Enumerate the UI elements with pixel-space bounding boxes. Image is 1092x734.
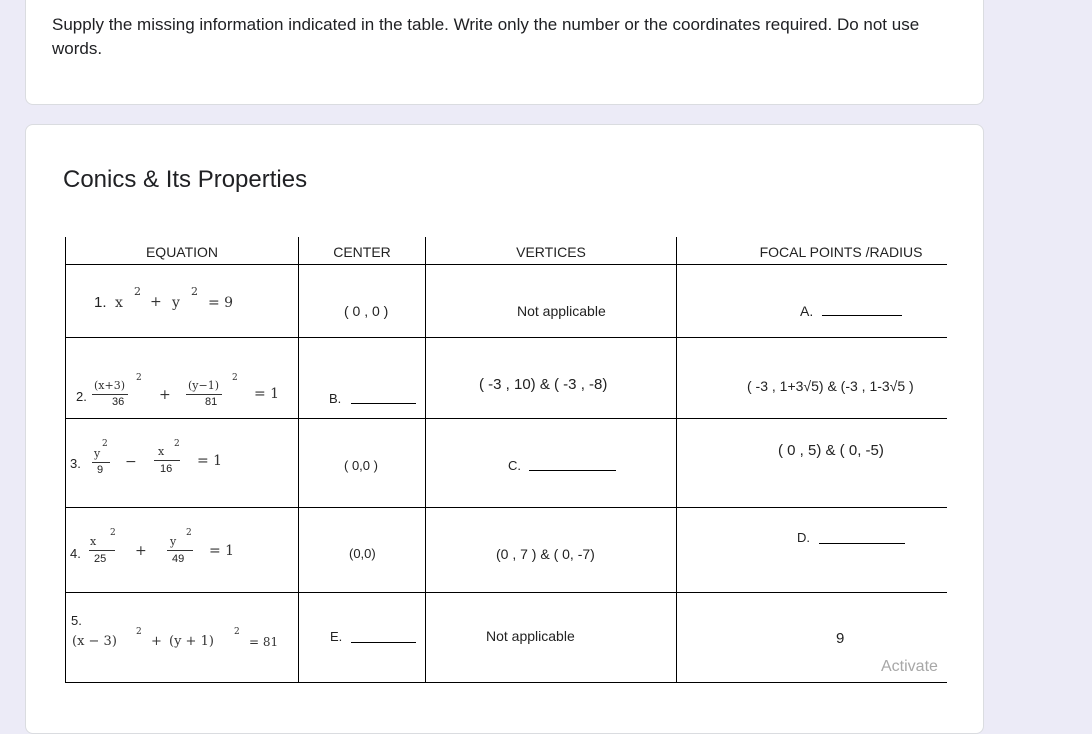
fraction-denominator: 16: [160, 463, 173, 475]
fraction-bar: [167, 550, 193, 551]
center-value: (0,0): [349, 546, 376, 561]
answer-blank: [822, 315, 902, 316]
grid-line: [66, 264, 947, 265]
row-number: 5.: [71, 613, 82, 628]
equals-value: = 81: [249, 635, 279, 649]
vertices-value: Not applicable: [517, 303, 606, 319]
focal-value: ( -3 , 1+3√5) & (-3 , 1-3√5 ): [747, 378, 914, 394]
grid-line: [66, 337, 947, 338]
focal-blank-label: A.: [800, 303, 814, 319]
answer-blank: [819, 543, 905, 544]
answer-blank: [529, 470, 616, 471]
fraction-denominator: 9: [97, 464, 104, 476]
fraction-denominator: 81: [205, 396, 218, 408]
exponent: 2: [110, 528, 116, 538]
exponent: 2: [191, 285, 198, 298]
grid-line: [676, 237, 677, 683]
instructions-text: Supply the missing information indicated in the table. Write only the number or the coordinates required. Do not use words.: [52, 15, 920, 58]
equals-value: = 1: [209, 543, 235, 559]
exponent: 2: [136, 373, 142, 383]
fraction-denominator: 36: [112, 396, 125, 408]
row-number: 1.: [94, 294, 107, 311]
equation-term: (y + 1): [169, 634, 214, 649]
focal-value: 9: [836, 630, 845, 647]
fraction-bar: [92, 462, 110, 463]
center-value: ( 0 , 0 ): [344, 303, 389, 319]
fraction-numerator: y: [170, 535, 177, 548]
focal-value: ( 0 , 5) & ( 0, -5): [778, 442, 884, 459]
row-number: 4.: [70, 546, 81, 561]
grid-line: [66, 507, 947, 508]
exponent: 2: [102, 439, 108, 449]
equation-term: x: [115, 295, 123, 311]
row-number: 3.: [70, 456, 81, 471]
fraction-numerator: x: [90, 535, 97, 548]
equation-term: (x − 3): [72, 634, 117, 649]
header-center: CENTER: [333, 244, 391, 260]
fraction-bar: [154, 460, 180, 461]
vertices-value: (0 , 7 ) & ( 0, -7): [496, 546, 595, 562]
equation-term: y: [172, 295, 180, 311]
plus-sign: +: [150, 294, 162, 310]
center-value: ( 0,0 ): [344, 458, 378, 473]
plus-sign: +: [151, 634, 162, 649]
conics-table: [65, 237, 947, 683]
minus-sign: −: [125, 454, 137, 470]
center-blank-label: B.: [329, 391, 342, 406]
fraction-bar: [186, 394, 222, 395]
plus-sign: +: [135, 543, 147, 559]
equals-value: = 1: [254, 386, 280, 402]
fraction-numerator: y: [94, 447, 101, 460]
grid-line: [66, 592, 947, 593]
header-focal-points: FOCAL POINTS /RADIUS: [759, 244, 923, 260]
question-card: [25, 124, 984, 734]
activate-windows-watermark: Activate: [881, 658, 938, 675]
fraction-numerator: x: [158, 445, 165, 458]
exponent: 2: [134, 285, 141, 298]
exponent: 2: [174, 439, 180, 449]
fraction-bar: [89, 550, 115, 551]
answer-blank: [351, 403, 416, 404]
exponent: 2: [232, 373, 238, 383]
equals-value: = 1: [197, 453, 223, 469]
vertices-value: ( -3 , 10) & ( -3 , -8): [479, 376, 608, 393]
equals-value: = 9: [208, 295, 234, 311]
header-equation: EQUATION: [145, 244, 219, 260]
row-number: 2.: [76, 389, 87, 404]
exponent: 2: [234, 627, 240, 637]
vertices-blank-label: C.: [508, 458, 521, 473]
header-vertices: VERTICES: [516, 244, 586, 260]
focal-blank-label: D.: [797, 530, 810, 545]
answer-blank: [351, 642, 416, 643]
fraction-denominator: 25: [94, 553, 107, 565]
fraction-numerator: (x+3): [94, 379, 126, 392]
center-blank-label: E.: [330, 629, 343, 644]
exponent: 2: [136, 627, 142, 637]
fraction-denominator: 49: [172, 553, 185, 565]
vertices-value: Not applicable: [486, 628, 575, 644]
grid-line: [66, 418, 947, 419]
plus-sign: +: [159, 387, 171, 403]
exponent: 2: [186, 528, 192, 538]
instructions-card: [25, 0, 984, 105]
fraction-bar: [92, 394, 128, 395]
grid-line: [425, 237, 426, 683]
fraction-numerator: (y−1): [188, 379, 220, 392]
grid-line: [298, 237, 299, 683]
section-title: Conics & Its Properties: [63, 166, 308, 193]
